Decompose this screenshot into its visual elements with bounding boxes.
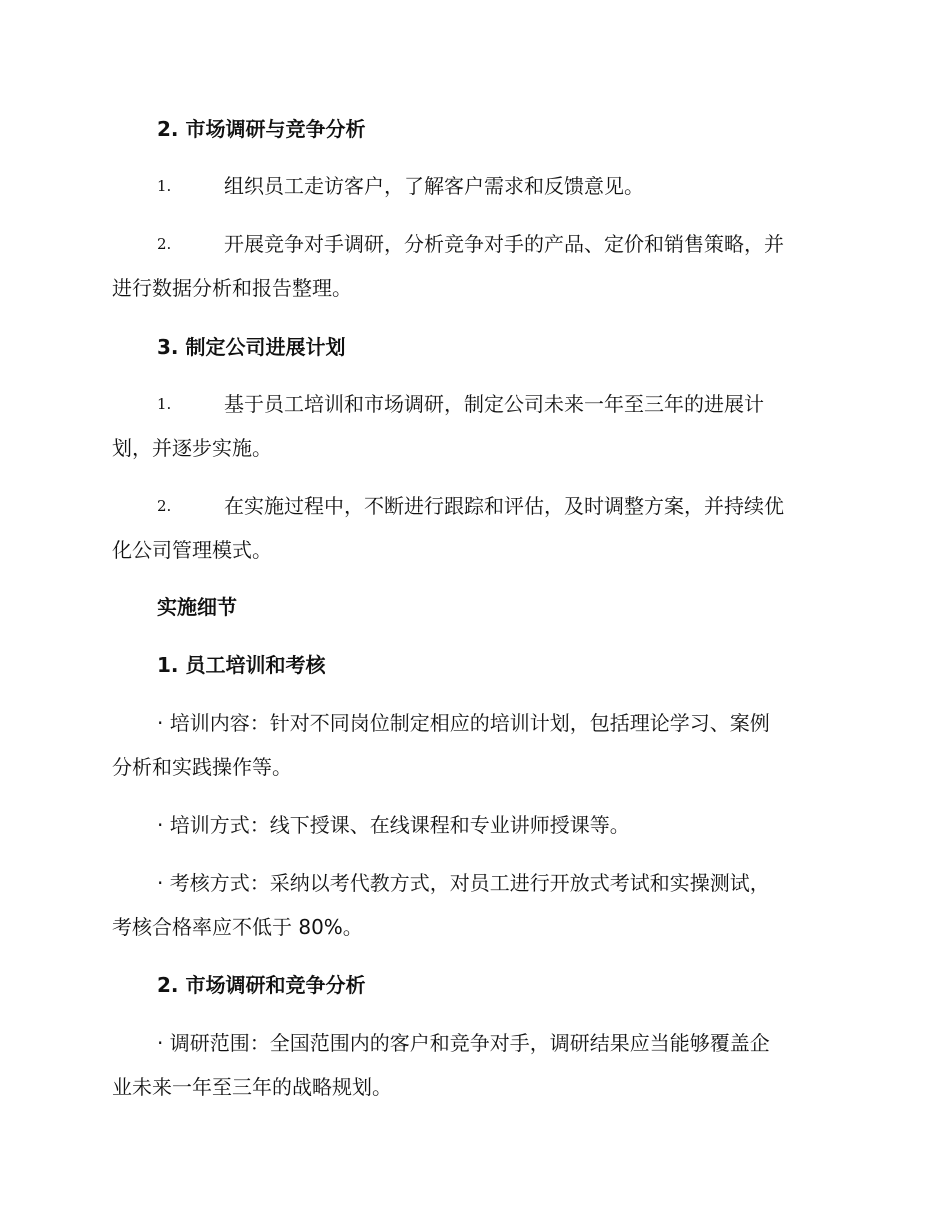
bullet-text-continuation: 分析和实践操作等。 xyxy=(112,755,292,779)
section-heading-market-research: 2. 市场调研与竞争分析 xyxy=(157,117,366,141)
bullet-text: · 培训方式：线下授课、在线课程和专业讲师授课等。 xyxy=(157,813,630,837)
list-item-text: 开展竞争对手调研，分析竞争对手的产品、定价和销售策略，并 xyxy=(224,232,784,256)
bullet-text: · 培训内容：针对不同岗位制定相应的培训计划，包括理论学习、案例 xyxy=(157,711,770,735)
bullet-text-continuation: 考核合格率应不低于 80%。 xyxy=(112,915,363,939)
bullet-text-continuation: 业未来一年至三年的战略规划。 xyxy=(112,1075,392,1099)
bullet-text: · 考核方式：采纳以考代教方式，对员工进行开放式考试和实操测试， xyxy=(157,871,770,895)
list-number: 2. xyxy=(157,235,172,253)
bullet-text: · 调研范围：全国范围内的客户和竞争对手，调研结果应当能够覆盖企 xyxy=(157,1031,770,1055)
list-item-text-continuation: 化公司管理模式。 xyxy=(112,538,272,562)
list-item-text: 组织员工走访客户，了解客户需求和反馈意见。 xyxy=(224,174,644,198)
list-item-text: 基于员工培训和市场调研，制定公司未来一年至三年的进展计 xyxy=(224,392,764,416)
list-item-text-continuation: 进行数据分析和报告整理。 xyxy=(112,276,352,300)
section-heading-implementation-details: 实施细节 xyxy=(157,595,237,619)
list-number: 1. xyxy=(157,177,172,195)
subsection-heading-training: 1. 员工培训和考核 xyxy=(157,653,326,677)
list-item-text: 在实施过程中，不断进行跟踪和评估，及时调整方案，并持续优 xyxy=(224,494,784,518)
subsection-heading-market-research: 2. 市场调研和竞争分析 xyxy=(157,973,366,997)
list-number: 1. xyxy=(157,395,172,413)
list-item-text-continuation: 划，并逐步实施。 xyxy=(112,436,272,460)
list-number: 2. xyxy=(157,497,172,515)
section-heading-development-plan: 3. 制定公司进展计划 xyxy=(157,335,346,359)
